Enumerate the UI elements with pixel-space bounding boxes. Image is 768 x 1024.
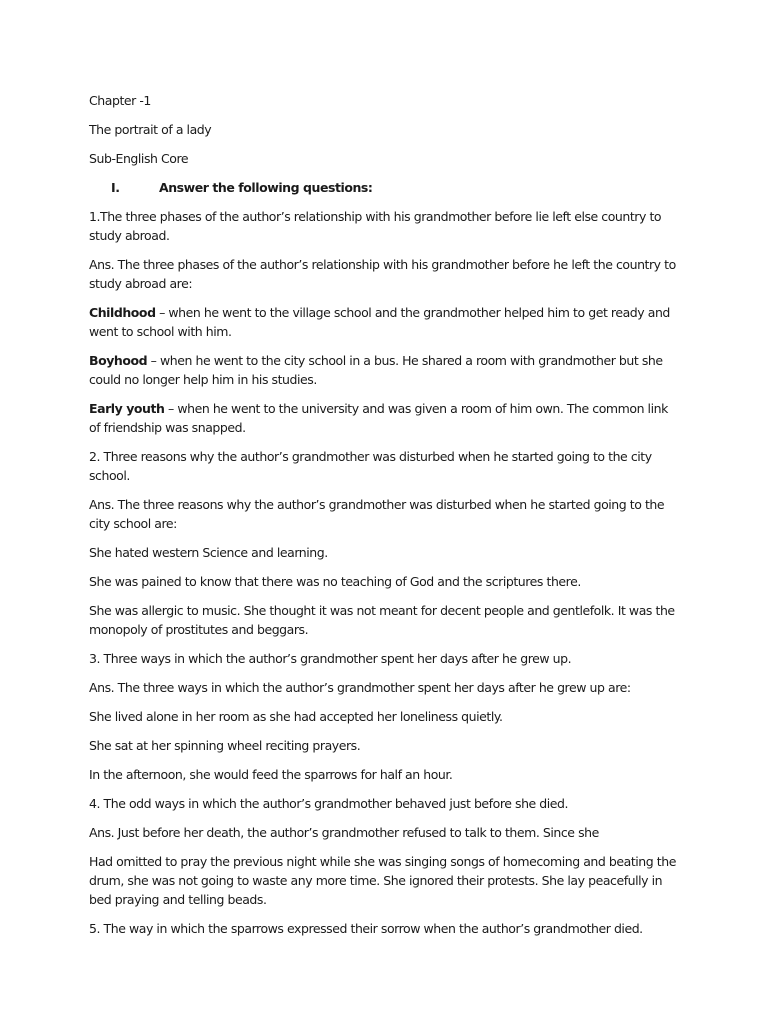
- answer-2-point-1: She hated western Science and learning.: [89, 545, 328, 560]
- answer-4: Ans. Just before her death, the author’s grandmother refused to talk to them. Since she: [89, 825, 599, 840]
- childhood-text: – when he went to the village school and the grandmother helped him to get ready and went to school with him.: [89, 305, 670, 339]
- chapter-title: The portrait of a lady: [89, 122, 212, 137]
- chapter-label: Chapter -1: [89, 93, 151, 108]
- early-youth-text: – when he went to the university and was given a room of him own. The common link of friendship was snapped.: [89, 401, 668, 435]
- answer-1-boyhood: [89, 351, 679, 389]
- question-5: 5. The way in which the sparrows expressed their sorrow when the author’s grandmother died.: [89, 921, 643, 936]
- answer-1-childhood: [89, 303, 679, 341]
- question-1: 1.The three phases of the author’s relationship with his grandmother before lie left else country to study abroad.: [89, 209, 662, 243]
- answer-1: Ans. The three phases of the author’s relationship with his grandmother before he left the country to study abroad are:: [89, 257, 676, 291]
- answer-3: Ans. The three ways in which the author’s grandmother spent her days after he grew up are:: [89, 680, 631, 695]
- question-4: 4. The odd ways in which the author’s grandmother behaved just before she died.: [89, 796, 569, 811]
- boyhood-text: – when he went to the city school in a bus. He shared a room with grandmother but she could no longer help him in his studies.: [89, 353, 663, 387]
- answer-4-continued: Had omitted to pray the previous night while she was singing songs of homecoming and beating the drum, she was not going to waste any more time. She ignored their protests. She lay peacefully in bed praying and telling beads.: [89, 854, 676, 907]
- answer-2: Ans. The three reasons why the author’s grandmother was disturbed when he started going to the city school are:: [89, 497, 665, 531]
- section-number: I.: [111, 180, 120, 195]
- answer-2-point-2: She was pained to know that there was no teaching of God and the scriptures there.: [89, 574, 581, 589]
- boyhood-term: Boyhood: [89, 353, 148, 368]
- answer-3-point-3: In the afternoon, she would feed the sparrows for half an hour.: [89, 767, 453, 782]
- section-heading: [89, 178, 679, 197]
- answer-2-point-3: She was allergic to music. She thought it was not meant for decent people and gentlefolk. It was the monopoly of prostitutes and beggars.: [89, 603, 675, 637]
- answer-3-point-2: She sat at her spinning wheel reciting prayers.: [89, 738, 361, 753]
- childhood-term: Childhood: [89, 305, 156, 320]
- document-page: [89, 91, 679, 948]
- answer-1-early-youth: [89, 399, 679, 437]
- question-2: 2. Three reasons why the author’s grandmother was disturbed when he started going to the city school.: [89, 449, 652, 483]
- subject-label: Sub-English Core: [89, 151, 189, 166]
- answer-3-point-1: She lived alone in her room as she had accepted her loneliness quietly.: [89, 709, 503, 724]
- section-heading-text: Answer the following questions:: [159, 180, 373, 195]
- question-3: 3. Three ways in which the author’s grandmother spent her days after he grew up.: [89, 651, 572, 666]
- early-youth-term: Early youth: [89, 401, 165, 416]
